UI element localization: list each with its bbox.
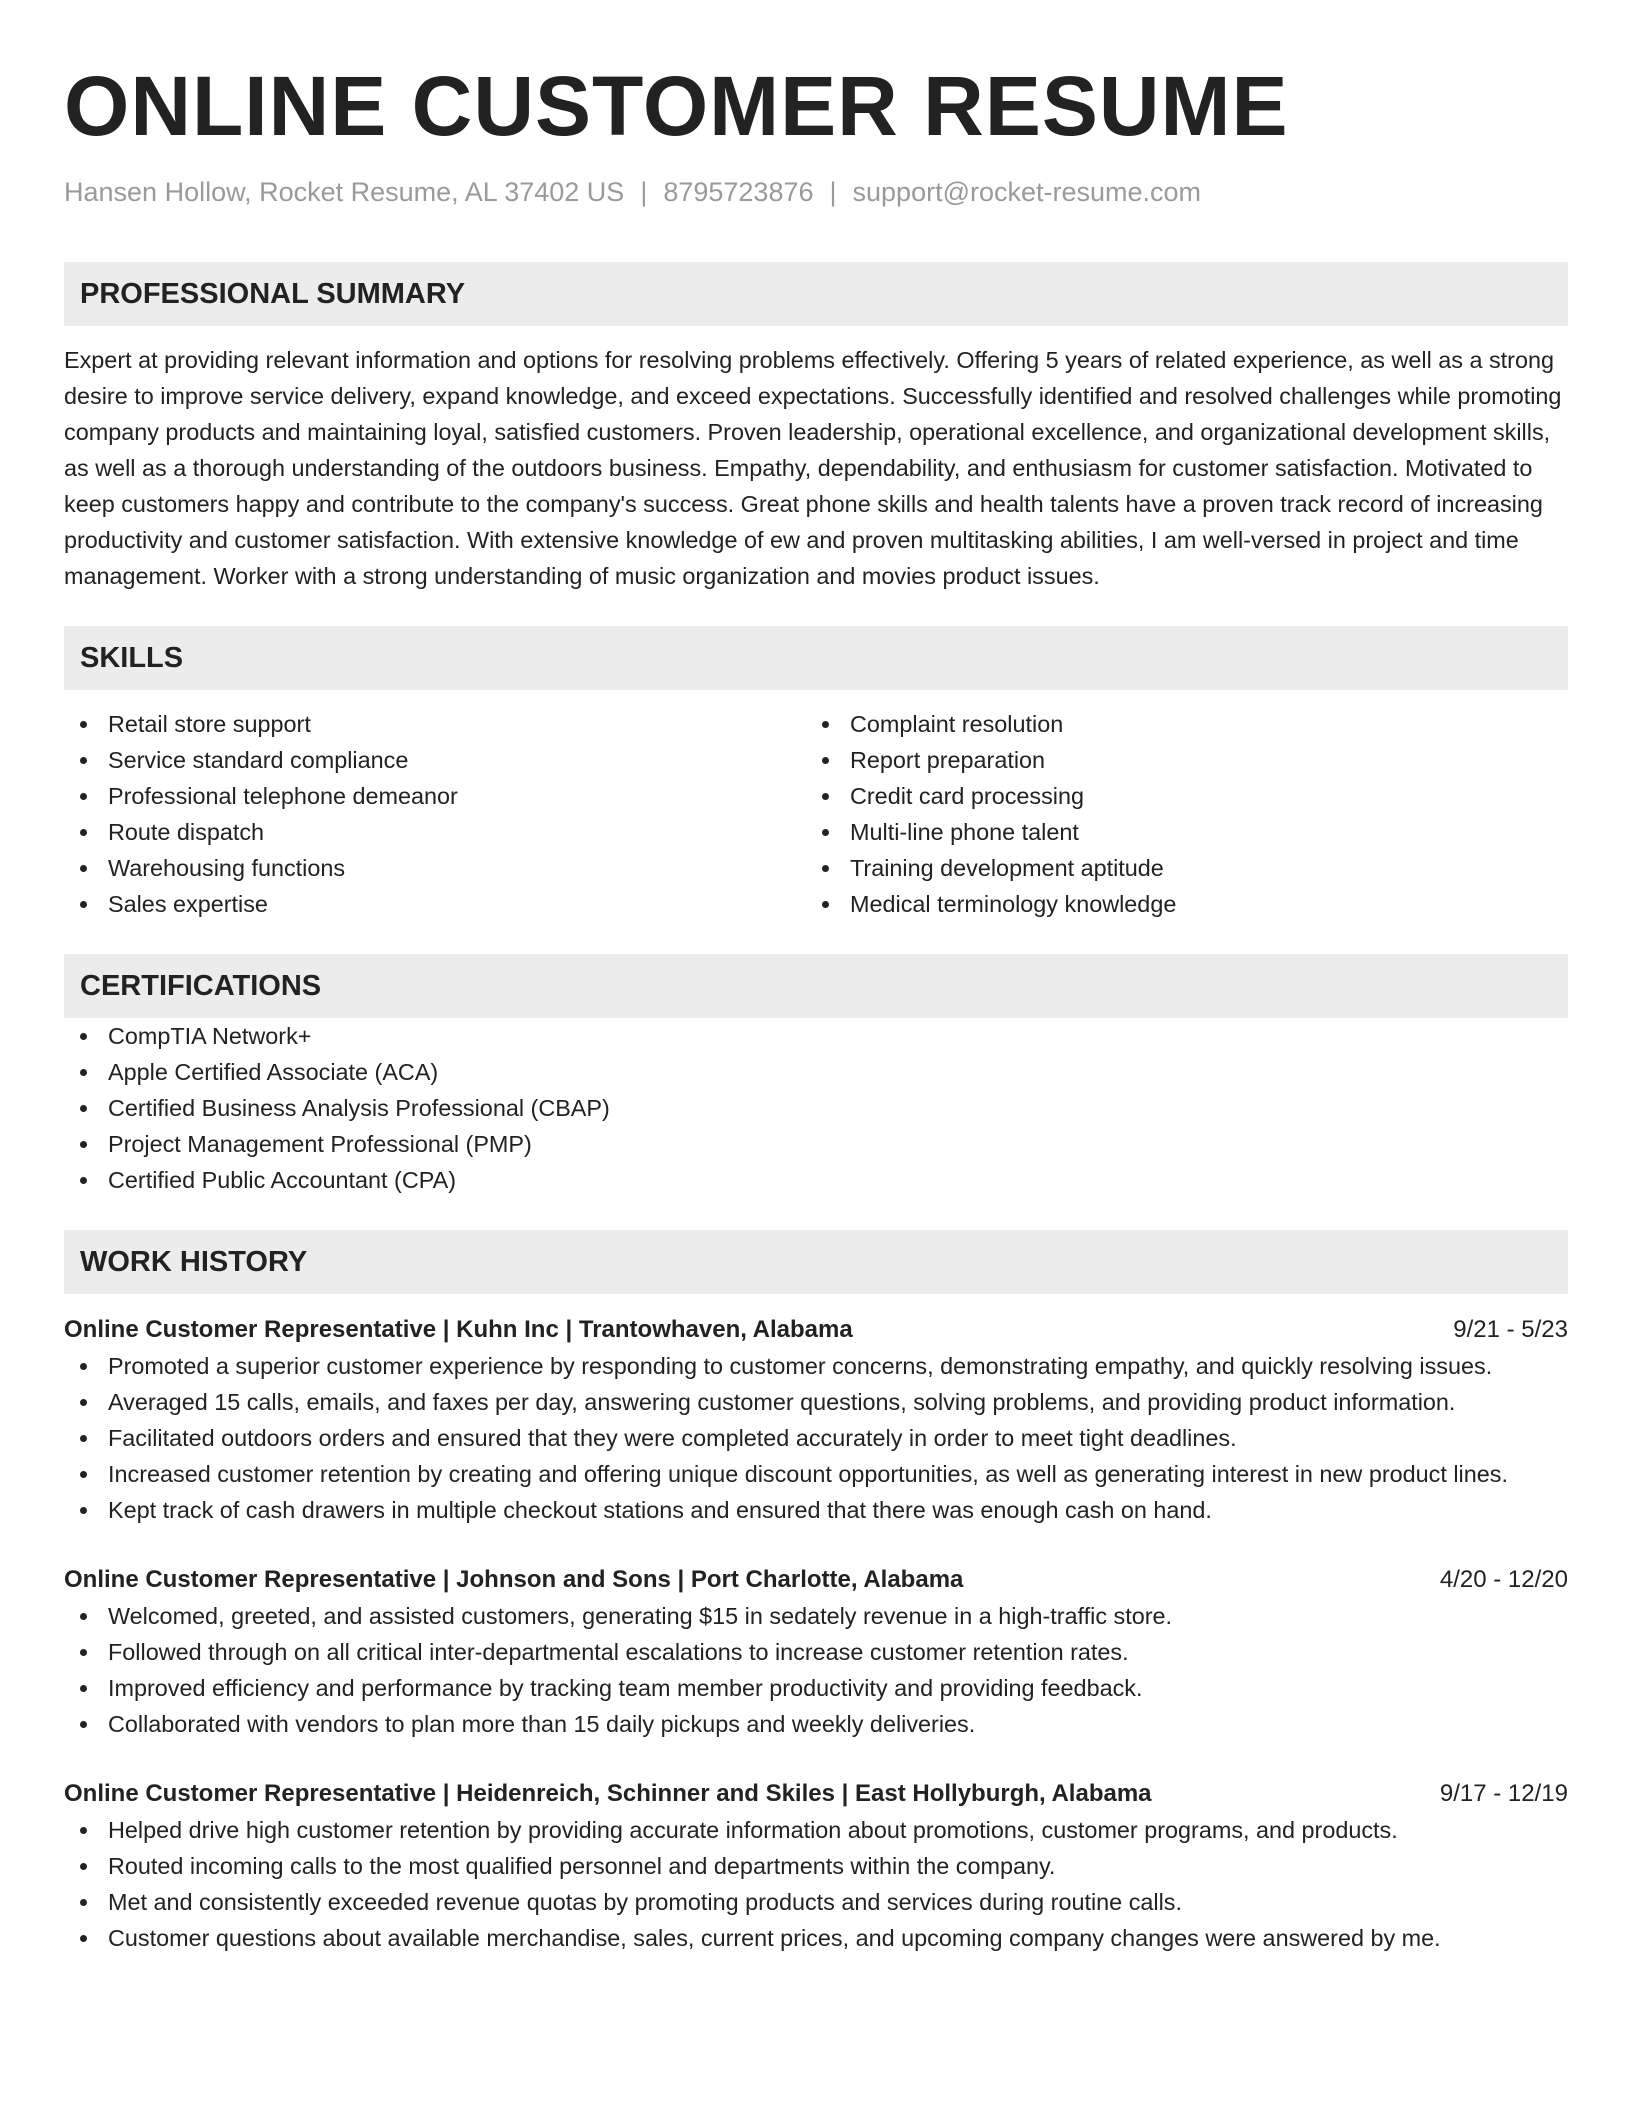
job-bullets (64, 1348, 1568, 1528)
certification-item: CompTIA Network+ (64, 1018, 1568, 1054)
job-header (64, 1312, 1568, 1348)
job-entry (64, 1312, 1568, 1528)
skill-item: Retail store support (64, 706, 806, 742)
skill-item: Medical terminology knowledge (806, 886, 1548, 922)
skills-heading: SKILLS (64, 626, 1568, 690)
certification-item: Project Management Professional (PMP) (64, 1126, 1568, 1162)
contact-address: Hansen Hollow, Rocket Resume, AL 37402 US (64, 177, 625, 207)
skills-right-column (806, 706, 1548, 922)
job-bullet: Followed through on all critical inter-departmental escalations to increase customer retention rates. (64, 1634, 1568, 1670)
resume-page (64, 0, 1568, 1956)
skills-grid (64, 706, 1568, 922)
resume-title: ONLINE CUSTOMER RESUME (64, 59, 1289, 153)
contact-email: support@rocket-resume.com (852, 177, 1202, 207)
skill-item: Sales expertise (64, 886, 806, 922)
job-bullet: Customer questions about available merchandise, sales, current prices, and upcoming company changes were answered by me. (64, 1920, 1568, 1956)
contact-phone: 8795723876 (663, 177, 814, 207)
job-bullet: Helped drive high customer retention by providing accurate information about promotions, customer programs, and products. (64, 1812, 1568, 1848)
contact-line (64, 174, 1568, 210)
summary-text: Expert at providing relevant information and options for resolving problems effectively. Offering 5 years of related experience, as well as a strong desire to improve service delivery, expand knowledge, and exceed expectations. Successfully identified and resolved challenges while promoting company products and maintaining loyal, satisfied customers. Proven leadership, operational excellence, and organizational development skills, as well as a thorough understanding of the outdoors business. Empathy, dependability, and enthusiasm for customer satisfaction. Motivated to keep customers happy and contribute to the company's success. Great phone skills and health talents have a proven track record of increasing productivity and customer satisfaction. With extensive knowledge of ew and proven multitasking abilities, I am well-versed in project and time management. Worker with a strong understanding of music organization and movies product issues. (64, 347, 1562, 589)
contact-separator: | (640, 177, 648, 207)
certification-item: Certified Business Analysis Professional (CBAP) (64, 1090, 1568, 1126)
skill-item: Multi-line phone talent (806, 814, 1548, 850)
job-title: Online Customer Representative | Johnson and Sons | Port Charlotte, Alabama (64, 1566, 964, 1593)
certification-item: Certified Public Accountant (CPA) (64, 1162, 1568, 1198)
job-title: Online Customer Representative | Kuhn Inc | Trantowhaven, Alabama (64, 1316, 853, 1343)
skills-left-column (64, 706, 806, 922)
job-bullet: Promoted a superior customer experience by responding to customer concerns, demonstrating empathy, and quickly resolving issues. (64, 1348, 1568, 1384)
job-bullet: Improved efficiency and performance by tracking team member productivity and providing feedback. (64, 1670, 1568, 1706)
job-bullet: Welcomed, greeted, and assisted customers, generating $15 in sedately revenue in a high-traffic store. (64, 1598, 1568, 1634)
certifications-list (64, 1018, 1568, 1198)
job-dates: 9/21 - 5/23 (1453, 1316, 1568, 1343)
certification-item: Apple Certified Associate (ACA) (64, 1054, 1568, 1090)
job-title: Online Customer Representative | Heidenreich, Schinner and Skiles | East Hollyburgh, Alabama (64, 1780, 1152, 1807)
job-bullet: Averaged 15 calls, emails, and faxes per day, answering customer questions, solving problems, and providing product information. (64, 1384, 1568, 1420)
skill-item: Professional telephone demeanor (64, 778, 806, 814)
job-header (64, 1562, 1568, 1598)
job-header (64, 1776, 1568, 1812)
job-bullets (64, 1598, 1568, 1742)
skill-item: Warehousing functions (64, 850, 806, 886)
job-bullet: Collaborated with vendors to plan more than 15 daily pickups and weekly deliveries. (64, 1706, 1568, 1742)
skill-item: Training development aptitude (806, 850, 1548, 886)
job-bullet: Met and consistently exceeded revenue quotas by promoting products and services during routine calls. (64, 1884, 1568, 1920)
job-bullet: Facilitated outdoors orders and ensured that they were completed accurately in order to meet tight deadlines. (64, 1420, 1568, 1456)
job-bullet: Routed incoming calls to the most qualified personnel and departments within the company. (64, 1848, 1568, 1884)
job-bullet: Kept track of cash drawers in multiple checkout stations and ensured that there was enough cash on hand. (64, 1492, 1568, 1528)
certifications-heading: CERTIFICATIONS (64, 954, 1568, 1018)
skill-item: Route dispatch (64, 814, 806, 850)
job-dates: 9/17 - 12/19 (1439, 1780, 1568, 1807)
job-bullets (64, 1812, 1568, 1956)
job-bullet: Increased customer retention by creating and offering unique discount opportunities, as well as generating interest in new product lines. (64, 1456, 1568, 1492)
skill-item: Service standard compliance (64, 742, 806, 778)
job-dates: 4/20 - 12/20 (1439, 1566, 1568, 1593)
contact-separator: | (829, 177, 837, 207)
job-entry (64, 1562, 1568, 1742)
job-entry (64, 1776, 1568, 1956)
skill-item: Report preparation (806, 742, 1548, 778)
skill-item: Complaint resolution (806, 706, 1548, 742)
skill-item: Credit card processing (806, 778, 1548, 814)
work-history-heading: WORK HISTORY (64, 1230, 1568, 1294)
summary-heading: PROFESSIONAL SUMMARY (64, 262, 1568, 326)
